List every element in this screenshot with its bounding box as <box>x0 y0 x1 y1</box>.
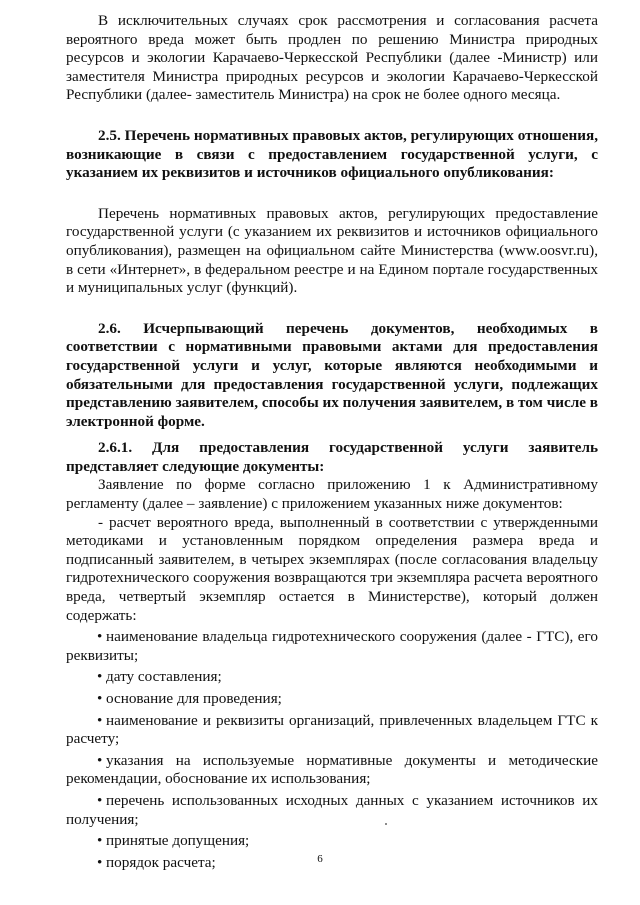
list-item <box>66 628 598 665</box>
list-item-text: указания на используемые нормативные документы и методические рекомендации, обоснование их использования; <box>66 751 598 788</box>
list-item <box>66 668 598 687</box>
bullet-icon: • <box>97 668 103 686</box>
paragraph-extension-term: В исключительных случаях срок рассмотрения и согласования расчета вероятного вреда может быть продлен по решению Министра природных ресурсов и экологии Карачаево-Черкесской Республики (далее -Министр) или заместителя Министра природных ресурсов и экологии Карачаево-Черкесской Республики (далее- заместитель Министра) на срок не более одного месяца. <box>66 12 598 104</box>
bullet-icon: • <box>97 791 103 809</box>
list-item-text: наименование и реквизиты организаций, привлеченных владельцем ГТС к расчету; <box>66 711 598 748</box>
section-heading-2-5: 2.5. Перечень нормативных правовых актов, регулирующих отношения, возникающие в связи с предоставлением государственной услуги, с указанием их реквизитов и источников официального опубликования: <box>66 126 598 182</box>
list-item-text: дату составления; <box>106 668 222 686</box>
bullet-icon: • <box>97 751 103 769</box>
list-item-text: порядок расчета; <box>106 853 216 871</box>
section-heading-2-6-1: 2.6.1. Для предоставления государственной услуги заявитель представляет следующие документы: <box>66 439 598 475</box>
section-heading-2-6: 2.6. Исчерпывающий перечень документов, необходимых в соответствии с нормативными правовыми актами для предоставления государственной услуги и услуг, которые являются необходимыми и обязательными для предоставления государственной услуги, подлежащих представлению заявителем, способы их получения заявителем, в том числе в электронной форме. <box>66 319 599 430</box>
page-number: 6 <box>317 853 323 865</box>
list-item <box>66 832 598 851</box>
list-item-text: наименование владельца гидротехнического сооружения (далее - ГТС), его реквизиты; <box>66 628 598 664</box>
bullet-icon: • <box>97 711 103 729</box>
list-item <box>66 752 598 789</box>
paragraph-application-form: Заявление по форме согласно приложению 1 к Административному регламенту (далее – заявление) с приложением указанных ниже документов: <box>66 476 598 513</box>
scan-speck <box>385 823 387 825</box>
list-item <box>66 792 598 829</box>
bullet-icon: • <box>97 690 103 707</box>
paragraph-damage-calculation: - расчет вероятного вреда, выполненный в соответствии с утвержденными методиками и установленным порядком определения размера вреда и подписанный заявителем, в четырех экземплярах (после согласования владельцу гидротехнического сооружения возвращаются три экземпляра расчета вероятного вреда, четвертый экземпляр остается в Министерстве), который должен содержать: <box>66 513 598 624</box>
list-item-text: основание для проведения; <box>106 690 282 707</box>
list-item <box>66 690 598 709</box>
bullet-icon: • <box>97 853 103 871</box>
paragraph-legal-acts: Перечень нормативных правовых актов, регулирующих предоставление государственной услуги (с указанием их реквизитов и источников официального опубликования), размещен на официальном сайте Министерства (www.oosvr.ru), в сети «Интернет», в федеральном реестре и на Едином портале государственных и муниципальных услуг (функций). <box>66 204 598 297</box>
list-item-text: перечень использованных исходных данных с указанием источников их получения; <box>66 791 598 828</box>
document-page <box>66 12 598 872</box>
requirements-list <box>66 628 598 872</box>
list-item-text: принятые допущения; <box>106 832 250 850</box>
bullet-icon: • <box>97 832 103 850</box>
bullet-icon: • <box>97 628 103 646</box>
list-item <box>66 712 598 749</box>
